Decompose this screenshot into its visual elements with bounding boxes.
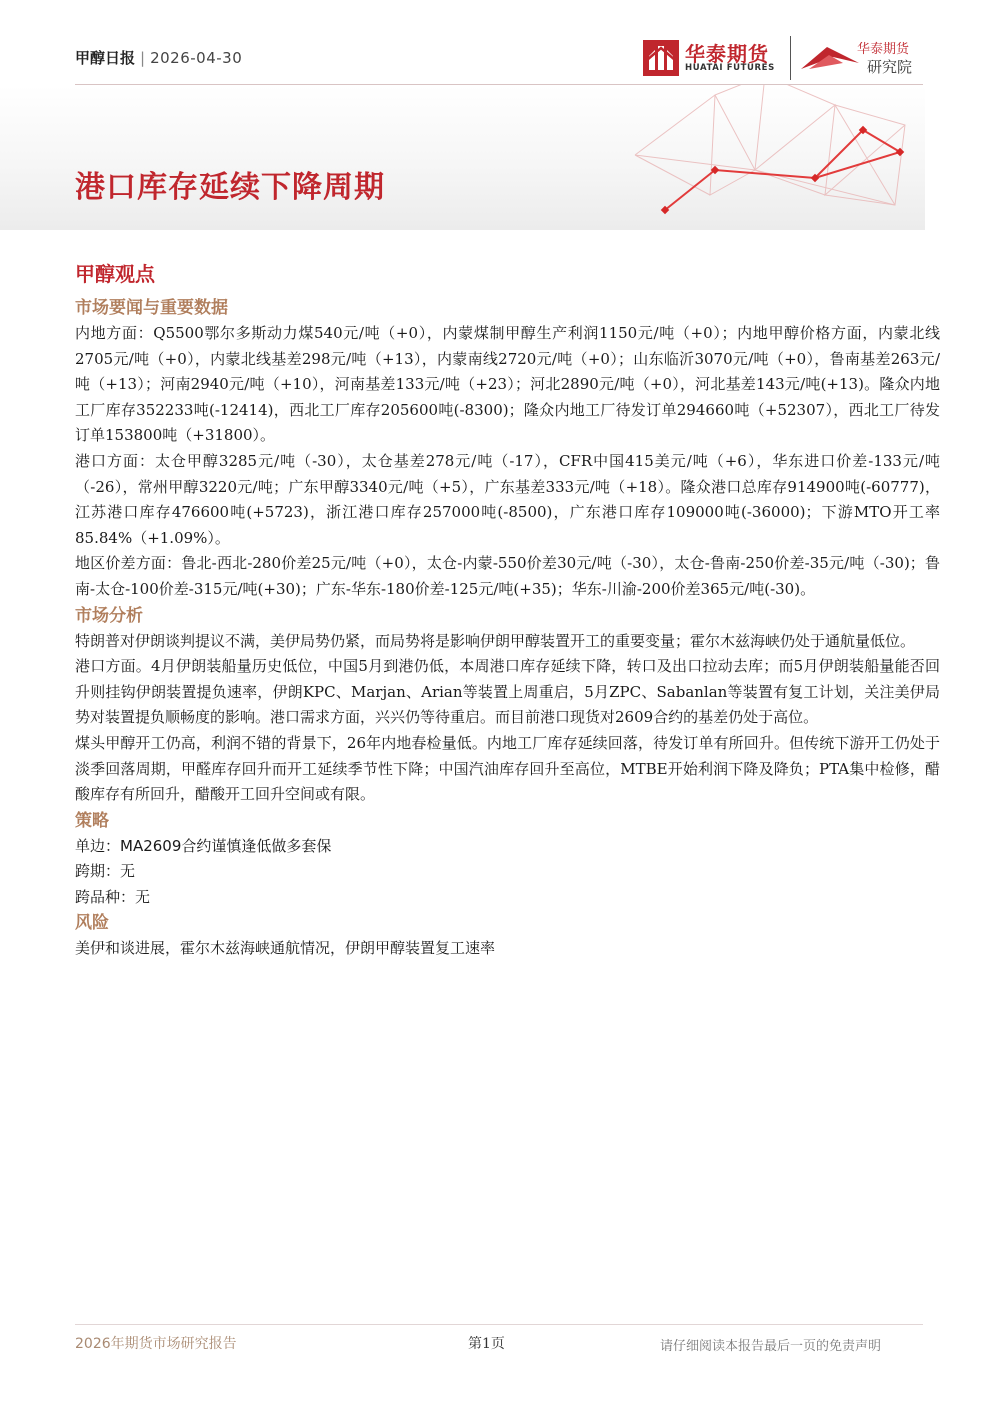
strategy-calendar: 跨期：无 <box>75 862 136 881</box>
paragraph-analysis-3: 煤头甲醇开工仍高，利润不错的背景下，26年内地春检量低。内地工厂库存延续回落，待发订单有所回升。但传统下游开工仍处于淡季回落周期，甲醛库存回升而开工延续季节性下降；中国汽油库存回升至高位，MTBE开始利润下降及降负；PTA集中检修，醋酸库存有所回升，醋酸开工回升空间或有限。 <box>75 733 940 804</box>
report-line <box>75 47 242 68</box>
institute-name-line2: 研究院 <box>867 58 913 76</box>
logo-english-name: HUATAI FUTURES <box>685 63 775 73</box>
heading-risk: 风险 <box>75 913 109 934</box>
page-header <box>0 0 992 84</box>
company-logo <box>643 36 933 82</box>
title-banner <box>0 85 925 230</box>
strategy-single: 单边：MA2609合约谨慎逢低做多套保 <box>75 836 332 855</box>
heading-market-news: 市场要闻与重要数据 <box>75 298 228 318</box>
paragraph-regional-spread: 地区价差方面：鲁北-西北-280价差25元/吨（+0），太仓-内蒙-550价差30元/吨（-30），太仓-鲁南-250价差-35元/吨（-30)；鲁南-太仓-100价差-315元/吨(+30)；广东-华东-180价差-125元/吨(+35)；华东-川渝-200价差365元/吨(-30)。 <box>75 554 940 598</box>
main-content <box>75 258 940 962</box>
risk-text: 美伊和谈进展，霍尔木兹海峡通航情况，伊朗甲醇装置复工速率 <box>75 939 496 958</box>
institute-name-line1: 华泰期货 <box>857 42 910 57</box>
logo-divider <box>790 36 791 80</box>
footer-page-number: 第1页 <box>468 1336 505 1352</box>
footer-report-type: 2026年期货市场研究报告 <box>75 1336 237 1352</box>
paragraph-analysis-1: 特朗普对伊朗谈判提议不满，美伊局势仍紧，而局势将是影响伊朗甲醇装置开工的重要变量；霍尔木兹海峡仍处于通航量低位。 <box>75 631 916 650</box>
report-date: 2026-04-30 <box>150 49 243 67</box>
logo-chinese-name: 华泰期货 <box>685 42 769 66</box>
footer-disclaimer-link[interactable]: 请仔细阅读本报告最后一页的免责声明 <box>660 1339 882 1354</box>
report-name: 甲醇日报 <box>75 49 136 67</box>
paragraph-port: 港口方面：太仓甲醇3285元/吨（-30），太仓基差278元/吨（-17），CFR中国415美元/吨（+6），华东进口价差-133元/吨（-26），常州甲醇3220元/吨；广东甲醇3340元/吨（+5），广东基差333元/吨（+18）。隆众港口总库存914900吨(-60777)，江苏港口库存476600吨(+5723)，浙江港口库存257000吨(-8500)，广东港口库存109000吨(-36000)；下游MTO开工率85.84%（+1.09%）。 <box>75 451 940 547</box>
paragraph-analysis-2: 港口方面。4月伊朗装船量历史低位，中国5月到港仍低，本周港口库存延续下降，转口及出口拉动去库；而5月伊朗装船量能否回升则挂钩伊朗装置提负速率，伊朗KPC、Marjan、Arian等装置上周重启，5月ZPC、Sabanlan等装置有复工计划，关注美伊局势对装置提负顺畅度的影响。港口需求方面，兴兴仍等待重启。而目前港口现货对2609合约的基差仍处于高位。 <box>75 657 940 727</box>
section-title-methanol-view: 甲醇观点 <box>75 262 155 286</box>
heading-market-analysis: 市场分析 <box>75 605 143 626</box>
strategy-cross-product: 跨品种：无 <box>75 887 151 906</box>
header-separator: | <box>140 49 146 67</box>
institute-logo-icon <box>799 39 861 75</box>
huatai-logo-icon <box>643 40 679 76</box>
footer-divider <box>75 1324 923 1325</box>
page-title: 港口库存延续下降周期 <box>75 170 385 205</box>
network-graphic-icon <box>595 85 925 230</box>
paragraph-inland: 内地方面：Q5500鄂尔多斯动力煤540元/吨（+0），内蒙煤制甲醇生产利润1150元/吨（+0）；内地甲醇价格方面，内蒙北线2705元/吨（+0），内蒙北线基差298元/吨（+13），内蒙南线2720元/吨（+0）；山东临沂3070元/吨（+0），鲁南基差263元/吨（+13）；河南2940元/吨（+10），河南基差133元/吨（+23）；河北2890元/吨（+0），河北基差143元/吨(+13)。隆众内地工厂库存352233吨(-12414)，西北工厂库存205600吨(-8300)；隆众内地工厂待发订单294660吨（+52307），西北工厂待发订单153800吨（+31800）。 <box>75 324 940 445</box>
heading-strategy: 策略 <box>75 810 109 831</box>
